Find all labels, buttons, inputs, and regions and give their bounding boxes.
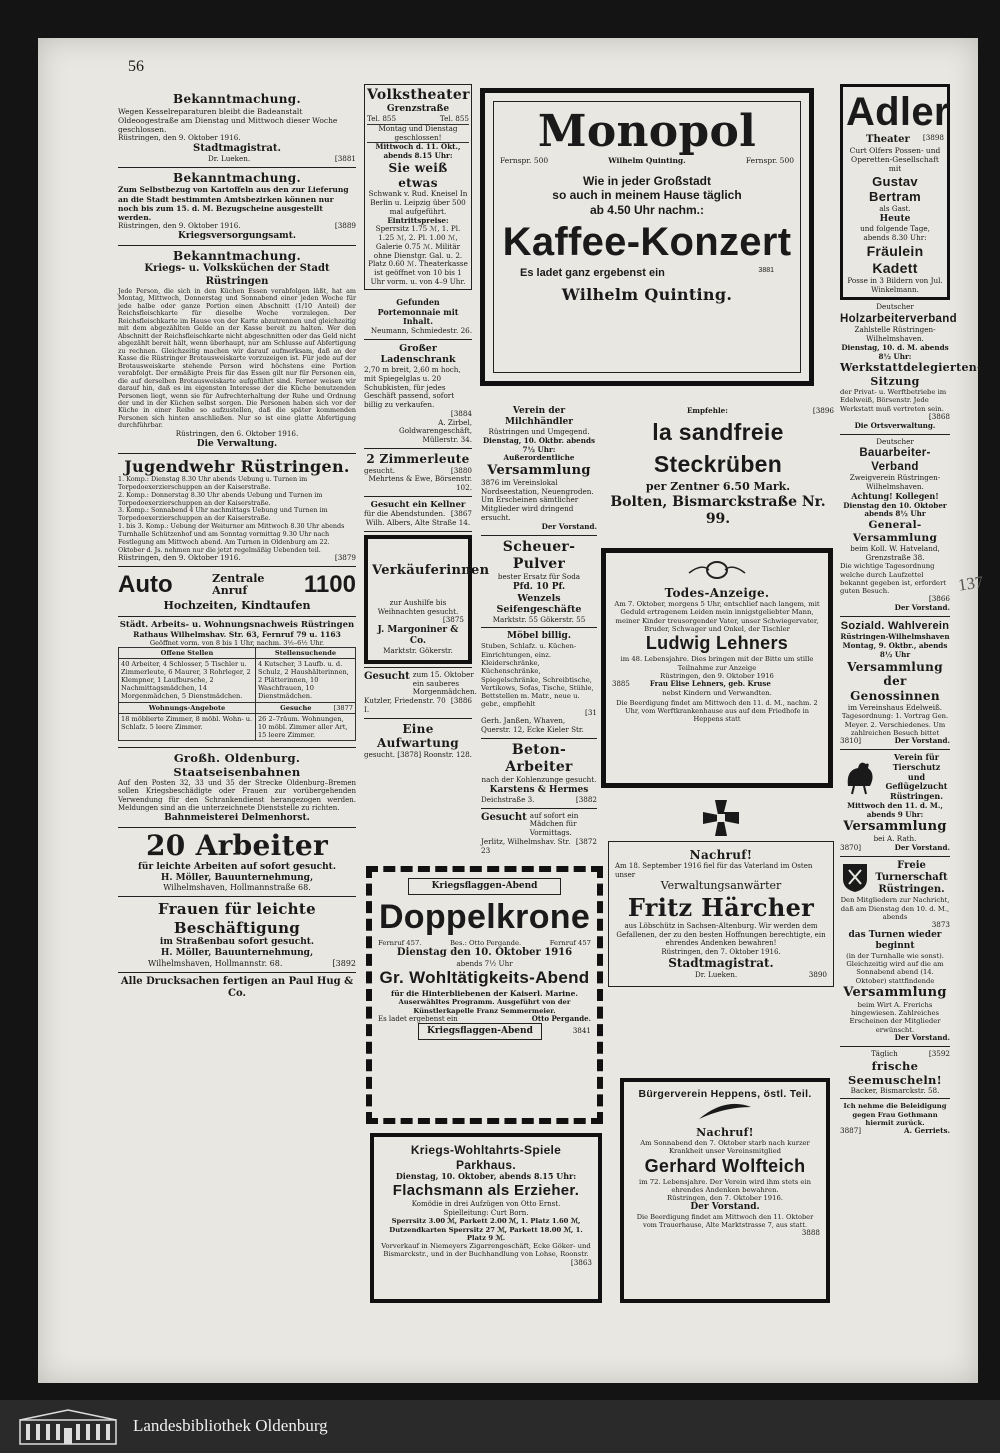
todesanzeige-widow: Frau Elise Lehners, geb. Kruse [649,679,771,689]
monopol-signature: Wilhelm Quinting. [561,284,733,304]
ad-number: 3873 [931,920,950,930]
nachruf-date: Rüstringen, den 7. Oktober 1916. [661,947,781,956]
notice-signature: Stadtmagistrat. [193,142,281,154]
monopol-line: so auch in meinem Hause täglich [552,188,742,203]
doppelkrone-invite: Es ladet ergebenst ein [378,1014,458,1023]
adler-text: Curt Olfers Possen- und Operetten-Gesellschaft mit [849,146,941,174]
bauarbeiter-title: Bauarbeiter-Verband [859,447,931,474]
milchhaendler-subtitle: Rüstringen und Umgegend. [488,426,590,436]
arbeitsnachweis-title: Städt. Arbeits- u. Wohnungsnachweis Rüstringen [119,619,355,630]
nachruf-signature: Der Vorstand. [690,1202,760,1213]
nachruf-title: Nachruf! [689,847,753,862]
nachruf-signatory: Dr. Lueken. [695,969,738,979]
nachruf-funeral: Die Beerdigung findet am Mittwoch den 11. Oktober vom Trauerhause, Alte Marktstrasse 7, aus statt. [636,1213,814,1230]
muscheln-when: Täglich [871,1048,898,1058]
tierschutz-when: Mittwoch den 11. d. M., abends 9 Uhr: [847,800,943,819]
column-2 [364,84,490,760]
ad-number: [3880 [450,465,472,475]
divider [840,1098,950,1099]
zimmerleute-title: 2 Zimmerleute [366,452,470,467]
nachruf-date: Rüstringen, den 7. Oktober 1916. [667,1194,783,1203]
divider [840,434,950,435]
ad-number: 3870] [840,843,862,853]
ad-number: [3884 [450,408,472,418]
parkhaus-desc: Komödie in drei Aufzügen von Otto Ernst. [411,1200,561,1209]
wahlverein-agenda: Tagesordnung: 1. Vortrag Gen. Meyer. 2. Verschiedenes. Um zahlreichen Besuch bittet [841,712,949,737]
buergerverein-title: Bürgerverein Heppens, östl. Teil. [638,1088,812,1100]
auto-title: Auto [118,571,173,599]
doppelkrone-program: Auserwähltes Programm. Ausgeführt von der Künstlerkapelle Franz Semmermeier. [398,998,571,1015]
beton-text: nach der Kohlenzunge gesucht. [481,775,597,785]
divider [364,339,472,340]
divider [364,448,472,449]
ad-number: 3887] [840,1126,862,1136]
maedchen-name: Jerlitz, Wilhelmshav. Str. 23 [481,837,571,855]
auto-label-2: Anruf [212,583,248,597]
ad-number: [3592 [928,1048,950,1058]
ad-number: [3867 [450,509,472,519]
arbeiter-address: Wilhelmshaven, Hollmannstraße 68. [163,883,311,893]
divider [840,856,950,857]
auto-subtitle: Hochzeiten, Kindtaufen [163,599,311,613]
jugendwehr-item: 2. Komp.: Donnerstag 8.30 Uhr abends Uebung und Turnen im Torpedoexerzierschuppen an der Kaiserstraße. [118,490,323,507]
todesanzeige-text-2: im 48. Lebensjahre. Dies bringen mit der Bitte um stille Teilnahme zur Anzeige [620,655,814,672]
nachruf-text: Am Sonnabend den 7. Oktober starb nach kurzer Krankheit unser Vereinsmitglied [640,1138,810,1156]
turnerschaft-text-4: beim Wirt A. Frerichs hingewiesen. Zahlreiches Erscheinen der Mitglieder erwünscht. [849,1000,941,1034]
table-header: Stellensuchende [255,648,355,659]
table-cell: 26 2–7räum. Wohnungen, 10 möbl. Zimmer aller Art, 15 leere Zimmer. [255,713,355,740]
parkhaus-play: Flachsmann als Erzieher. [392,1182,580,1199]
wahlverein-location: im Vereinshaus Edelweiß. [847,702,943,712]
bauarbeiter-location: beim Koll. W. Hatveland, Grenzstraße 38. [850,543,940,562]
notice-date: Rüstringen, den 6. Oktober 1916. [175,428,299,438]
doppelkrone-banner: Kriegsflaggen-Abend [418,1023,542,1040]
widerruf-name: A. Gerriets. [903,1126,950,1136]
arbeitsnachweis-table [118,647,356,740]
holzarbeiter-subtitle: Zahlstelle Rüstringen-Wilhelmshaven. [854,325,936,343]
tierschutz-title: Verein für Tierschutz und Geflügelzucht Rüstringen. [885,752,948,802]
tierschutz-event: Versammlung [843,819,947,835]
table-header-label: Gesuche [280,703,312,712]
doppelkrone-banner: Kriegsflaggen-Abend [408,878,561,895]
divider [118,896,356,897]
turnerschaft-title: Freie Turnerschaft Rüstringen. [875,859,948,896]
nachruf-text: Am 18. September 1916 fiel für das Vaterland im Osten unser [615,862,813,879]
bauarbeiter-event: General-Versammlung [852,519,938,544]
notice-date: Rüstringen, den 9. Oktober 1916. [118,553,241,563]
divider [118,616,356,617]
parkhaus-title: Kriegs-Wohltahrts-Spiele Parkhaus. [410,1143,562,1172]
bauarbeiter-attention: Achtung! Kollegen! [851,490,939,501]
monopol-line: Wie in jeder Großstadt [583,173,711,188]
scheuerpulver-shop: Wenzels Seifengeschäfte [496,592,582,616]
steckrueben-ad [602,407,834,528]
table-header: Offene Stellen [119,648,256,659]
auto-label-1: Zentrale [212,571,265,585]
kellner-name: Wilh. Albers, Alte Straße 14. [365,518,471,528]
phone: Tel. 855 [439,114,469,124]
turnerschaft-signature: Der Vorstand. [894,1033,950,1043]
divider [118,167,356,168]
ad-number: [3896 [812,406,834,415]
doppelkrone-event: Gr. Wohltätigkeits-Abend [379,968,590,988]
doppelkrone-signature: Otto Pergande. [531,1013,591,1023]
parkhaus-when: Dienstag, 10. Oktober, abends 8.15 Uhr: [395,1171,577,1182]
divider [364,667,472,668]
todesanzeige-family: nebst Kindern und Verwandten. [662,688,772,697]
verkaeuferinnen-address: Marktstr. Gökerstr. [383,646,453,656]
arbeiter-title: 20 Arbeiter [145,828,329,862]
adler-desc: Posse in 3 Bildern von Jul. Winkelmann. [847,275,943,294]
volkstheater-closed: Montag und Dienstag geschlossen! [367,124,469,144]
ad-number: [3881 [334,154,356,164]
wahlverein-when: Montag, 9. Oktbr., abends 8½ Uhr [842,641,948,659]
divider [481,627,597,628]
nachruf-haercher [608,798,834,987]
wahlverein-event: Versammlung der Genossinnen [847,659,943,704]
aufwartung-title: Eine Aufwartung [376,721,459,751]
column-3 [481,406,597,856]
ad-number: [3879 [334,553,356,563]
volkstheater-play: Sie weiß etwas [388,160,448,190]
notice-date: Rüstringen, den 9. Oktober 1916. [118,220,241,230]
steckrueben-price: per Zentner 6.50 Mark. [645,480,791,494]
milchhaendler-event: Versammlung [487,463,591,479]
ad-number: [3892 [332,958,356,968]
morgenmaedchen-name: Kutzler, Friedenstr. 70 I. [364,696,446,714]
parkhaus-presale: Vorverkauf in Niemeyers Zigarrengeschäft, Ecke Göker- und Bismarckstr., und in der Buchhandlung von Lohse, Roonstr. [381,1242,591,1259]
ad-number: 3888 [801,1228,820,1238]
ad-number: [31 [585,707,597,717]
moebel-name: Gerh. Janßen, Whaven, Querstr. 12, Ecke Kieler Str. [481,716,584,735]
scheuerpulver-price: Pfd. 10 Pf. [512,581,566,592]
volkstheater-prices-header: Eintrittspreise: [387,215,449,225]
holzarbeiter-pre: Deutscher [876,302,914,312]
adler-days: und folgende Tage, abends 8.30 Uhr: [860,224,930,242]
milchhaendler-title: Verein der Milchhändler [505,406,573,427]
library-building-logo [18,1408,118,1446]
verkaeuferinnen-text: zur Aushilfe bis Weihnachten gesucht. [377,597,459,616]
jugendwehr-item: 1. bis 3. Komp.: Uebung der Weiturner am Mittwoch 8.30 Uhr abends Turnhalle Schützenhof und am Sonntag vormittag 9.30 Uhr nach Festlegung am Mittwoch abend. Am Turnen in Oldenburg am 22. Oktober d. Js. nehmen nur die jetzt regelmäßig Uebenden teil. [118,522,345,554]
monopol-invite: Es ladet ganz ergebenst ein [520,267,665,280]
holzarbeiter-title: Holzarbeiterverband [840,313,957,326]
ladenschrank-name: A. Zirbel, Goldwarengeschäft, Müllerstr. 34. [398,417,472,445]
scheuerpulver-address: Marktstr. 55 Gökerstr. 55 [492,614,586,624]
holzarbeiter-when: Dienstag, 10. d. M. abends 8½ Uhr: [841,342,949,361]
eisenbahn-signature: Bahnmeisterei Delmenhorst. [164,812,310,823]
nachruf-text-2: aus Löbschütz in Sachsen-Altenburg. Wir werden dem Gefallenen, der zu den besten Hoffnungen berechtigte, ein ehrendes Andenken bewahren! [616,922,826,948]
ad-number: 3810] [840,736,862,746]
druckerei-ad: Alle Drucksachen fertigen an Paul Hug & Co. [120,975,354,999]
parkhaus-prices: Sperrsitz 3.00 ℳ, Parkett 2.00 ℳ, 1. Platz 1.60 ℳ, Dutzendkarten Sperrsitz 27 ℳ, Parkett 18.00 ℳ, 1. Platz 9 ℳ. [389,1217,583,1242]
milchhaendler-text: 3876 im Vereinslokal Nordseestation, Neuengroden. Um Erscheinen sämtlicher Mitglieder wird dringend ersucht. [481,477,594,523]
ad-number: [3875 [442,615,464,625]
beton-title: Beton-Arbeiter [505,742,573,776]
wahlverein-subtitle: Rüstringen-Wilhelmshaven [840,632,950,642]
jugendwehr-item: 1. Komp.: Dienstag 8.30 Uhr abends Uebung u. Turnen im Torpedoexerzierschuppen an der Kaiserstraße. [118,475,308,492]
kellner-text: für die Abendstunden. [364,509,446,519]
divider [840,1046,950,1047]
todesanzeige [601,548,833,788]
nachruf-text-2: im 72. Lebensjahre. Der Verein wird ihm stets ein ehrendes Andenken bewahren. [639,1177,811,1194]
nachruf-name: Fritz Härcher [627,892,815,922]
adler-ad [840,84,950,300]
todesanzeige-funeral: Die Beerdigung findet am Mittwoch den 11. d. M., nachm. 2 Uhr, vom Werftkrankenhause aus auf dem Friedhofe in Heppens statt [616,698,818,723]
divider [364,718,472,719]
ad-number: [3889 [334,220,356,230]
notice-signature: Die Verwaltung. [196,438,278,449]
wreath-icon [612,559,822,586]
wahlverein-title: Soziald. Wahlverein [840,620,950,633]
column-1 [118,92,356,1000]
monopol-line: ab 4.50 Uhr nachm.: [589,202,705,217]
zimmerleute-text: gesucht. [364,465,395,475]
kellner-title: Gesucht ein Kellner [370,499,466,510]
table-header [255,702,355,713]
ad-number: 3841 [572,1026,591,1036]
jugendwehr-title: Jugendwehr Rüstringen. [124,456,350,476]
adler-guest: als Gast. [879,204,911,214]
divider [118,747,356,748]
notice-title: Bekanntmachung. [173,248,301,263]
adler-star: Gustav Bertram [869,173,921,205]
bauarbeiter-pre: Deutscher [876,436,914,446]
phone: Fernspr. 500 [745,156,794,166]
phone: Fernruf 457. [378,939,422,948]
morgenmaedchen-text: zum 15. Oktober ein sauberes Morgenmädchen. [412,669,477,697]
page-number: 56 [128,58,144,75]
divider [840,749,950,750]
milchhaendler-when: Dienstag, 10. Oktbr. abends 7½ Uhr: [482,435,596,454]
notice-text: Zum Selbstbezug von Kartoffeln aus den zur Lieferung an die Stadt bestimmten Amtsbezirken können nur noch bis zum 15. d. M. Bezugscheine ausgestellt werden. [118,185,349,222]
notice-text: Wegen Kesselreparaturen bleibt die Badeanstalt Oldeoogestraße am Dienstag und Mittwoch dieser Woche geschlossen. [118,106,338,134]
bauarbeiter-signature: Der Vorstand. [894,603,950,613]
divider [481,738,597,739]
doppelkrone-time: abends 7½ Uhr [456,958,513,968]
rooster-icon [840,756,880,799]
handwritten-number: 137 [956,572,985,595]
monopol-title: Monopol [537,106,757,157]
nachruf-name: Gerhard Wolfteich [644,1155,806,1176]
morgenmaedchen-title: Gesucht [364,670,410,682]
steckrueben-title: la sandfreie Steckrüben [652,418,784,477]
ad-number: [3877 [333,703,353,712]
turnerschaft-event: Versammlung [843,985,947,1001]
scheuerpulver-title: Scheuer-Pulver [502,538,576,572]
milchhaendler-signature: Der Vorstand. [541,521,597,531]
divider [118,827,356,828]
maedchen-title: Gesucht [481,811,527,823]
muscheln-title: frische Seemuscheln! [848,1058,942,1087]
beton-name: Karstens & Hermes [489,784,589,795]
monopol-ad [480,88,814,386]
arbeitsnachweis-hours: Geöffnet vorm. von 8 bis 1 Uhr, nachm. 3½–6½ Uhr. [149,639,325,648]
bauarbeiter-text: Die wichtige Tagesordnung welche durch Laufzettel bekannt gegeben ist, erfordert guten Besuch. [840,562,947,596]
notice-date: Rüstringen, den 9. Oktober 1916. [118,133,241,143]
table-cell: 40 Arbeiter, 4 Schlosser, 5 Tischler u. Zimmerleute, 6 Maurer, 3 Rohrleger, 2 Klempner, 1 Laufbursche, 2 Nachmittagsmädchen, 14 Morgenmädchen, 5 Dienstmädchen. [119,659,256,702]
turner-emblem-icon [840,861,870,896]
ad-number: [3886 [450,696,472,706]
notice-signature: Kriegsversorgungsamt. [178,230,296,241]
frauen-name: H. Möller, Bauunternehmung, [160,947,314,958]
maedchen-text: auf sofort ein Mädchen für Vormittags. [529,810,579,838]
adler-today: Heute [879,214,911,225]
turnerschaft-text: Den Mitgliedern zur Nachricht, daß am Dienstag den 10. d. M., abends [840,896,950,921]
doppelkrone-ad [366,866,603,1124]
verkaeuferinnen-ad [364,535,490,664]
divider [118,972,356,973]
todesanzeige-date: Rüstringen, den 9. Oktober 1916 [660,671,774,680]
steckrueben-recommend: Empfehle: [686,406,728,415]
notice-title: Bekanntmachung. [173,92,301,106]
divider [364,496,472,497]
scheuerpulver-subtitle: bester Ersatz für Soda [497,571,581,581]
phone: Fernspr. 500 [500,156,549,166]
doppelkrone-when: Dienstag den 10. Oktober 1916 [396,947,573,959]
aufwartung-text: gesucht. [3878] Roonstr. 128. [364,749,472,759]
volkstheater-prices: Sperrsitz 1.75 ℳ, 1. Pl. 1.25 ℳ, 2. Pl. 1.00 ℳ, Galerie 0.75 ℳ. Militär ohne Dienstgr. Gal. u. 2. Platz 0.60 ℳ. Theaterkasse ist geöffnet von 10 bis 1 Uhr vorm. u. von 4–9 Uhr. [368,224,468,287]
ad-number: 3881 [758,267,774,275]
divider [118,453,356,454]
ad-number: [3882 [575,794,597,804]
tierschutz-location: bei A. Rath. [873,834,917,844]
divider [118,566,356,567]
muscheln-name: Backer, Bismarckstr. 58. [850,1085,940,1095]
volkstheater-desc: Schwank v. Rud. Kneisel In Berlin u. Leipzig über 500 mal aufgeführt. [368,189,468,216]
divider [118,245,356,246]
ad-number: [3866 [928,594,950,604]
monopol-concert: Kaffee-Konzert [502,220,792,265]
ladenschrank-title: Großer Ladenschrank [380,342,456,366]
todesanzeige-title: Todes-Anzeige. [664,585,770,600]
adler-title: Adler [846,90,950,134]
bauarbeiter-when: Dienstag den 10. Oktober abends 8½ Uhr [843,500,947,519]
volkstheater-title: Volkstheater [367,87,470,103]
turnerschaft-text-3: (in der Turnhalle wie sonst). Gleichzeitig wird auf die am Sonnabend abend (14. Oktober) stattfindende [846,951,944,985]
iron-cross-icon [608,798,834,841]
feather-icon [630,1101,820,1126]
arbeiter-name: H. Möller, Bauunternehmung, [160,872,314,883]
table-cell: 4 Kutscher, 3 Laufb. u. d. Schulz, 2 Haushälterinnen, 2 Plätterinnen, 10 Waschfrauen, 10 Dienstmädchen. [255,659,355,702]
doppelkrone-owner: Bes.: Otto Pergande. [449,939,522,948]
phone: Tel. 855 [367,114,397,124]
ad-number: [3898 [922,133,944,142]
volkstheater-ad [364,84,472,290]
frauen-text: im Straßenbau sofort gesucht. [159,936,315,947]
table-cell: 18 möblierte Zimmer, 8 möbl. Wohn- u. Schlafz. 5 leere Zimmer. [119,713,256,740]
notice-title: Bekanntmachung. [173,170,301,185]
library-footer [0,1400,1000,1453]
todesanzeige-name: Ludwig Lehners [645,633,789,654]
tierschutz-signature: Der Vorstand. [894,843,950,853]
nachruf-title: Nachruf! [696,1125,754,1139]
notice-subtitle: Kriegs- u. Volksküchen der Stadt Rüstringen [144,263,330,287]
adler-subtitle: Theater [866,134,910,145]
doppelkrone-title: Doppelkrone [378,897,591,936]
divider [481,535,597,536]
frauen-title: Frauen für leichte Beschäftigung [158,900,316,937]
zimmerleute-name: Mehrtens & Ewe, Börsenstr. 102. [368,474,472,493]
holzarbeiter-signature: Die Ortsverwaltung. [854,420,936,430]
auto-ad [118,570,356,599]
moebel-title: Möbel billig. [507,631,571,642]
arbeitsnachweis-address: Rathaus Wilhelmshav. Str. 63, Fernruf 79 u. 1163 [133,630,341,640]
beton-address: Deichstraße 3. [481,794,535,804]
monopol-owner: Wilhelm Quinting. [608,156,686,166]
divider [840,616,950,617]
verkaeuferinnen-title: Verkäuferinnen [372,562,490,578]
parkhaus-ad [370,1133,602,1303]
ad-number: [3863 [570,1257,592,1267]
parkhaus-director: Spielleitung: Curt Born. [443,1208,529,1217]
volkstheater-subtitle: Grenzstraße [386,104,450,115]
ad-number: [3872 [575,837,597,847]
ad-number: [3868 [928,411,950,421]
holzarbeiter-event: Werkstattdelegierten-Sitzung [840,361,982,388]
moebel-text: Stuben, Schlafz. u. Küchen-Einrichtungen, einz. Kleiderschränke, Küchenschränke, Spiegelschränke, Schreibtische, Vertikows, Sofas, Tische, Stühle, Bettstellen m. Matr., neue u. gebr., empfiehlt [481,642,594,709]
notice-text: Jede Person, die sich in den Küchen Essen verabfolgen läßt, hat am Montag, Mittwoch, Donnerstag und Sonnabend einer jeden Woche für jede halbe oder ganze Portion einen Abschnitt (1/10 Anteil) der Reichsfleischkarte für dieselbe Woche vorzulegen. Der Reichsfleischkarte im Hause von der Karte abzutrennen und gleichzeitig mit dem abgezählten Gelde an der Kasse bereit zu halten. Wer den Abschnitt der Reichsfleischkarte nicht abgeschnitten oder das Geld nicht abgezählt bereit hält, wenn überhaupt, nur am Schlusse auf Abfertigung zu rechnen. Gleichzeitig machen wir darauf aufmerksam, daß an der Kasse die Rüstringer Brotausweiskarte vorzuzeigen ist. Für jede auf der Brotausweiskarte stehende Person wird höchstens eine Portion verabfolgt. Der ermäßigte Preis für das Essen gilt nur für Personen ein, die auf derselben Brotausweiskarte aufgeführt sind. Ferner weisen wir darauf hin, daß es im eigensten Interesse der die Küche benutzenden Personen liegt, wenn sie für Aufrechterhaltung der Ruhe und Ordnung der und in der Küchen selbst sorgen. Die Personen haben sich vor der Küche in einer Reihe so aufzustellen, daß die später kommenden Personen sich hinten anschließen. Nur so ist eine glatte Abfertigung durchführbar. [118,286,356,430]
divider [364,531,472,532]
nachruf-wolfteich [620,1078,830,1303]
volkstheater-when: Mittwoch d. 11. Okt., abends 8.15 Uhr: [375,142,461,161]
widerruf-text: Ich nehme die Beleidigung gegen Frau Gothmann hiermit zurück. [843,1102,947,1127]
wahlverein-signature: Der Vorstand. [894,736,950,746]
library-name: Landesbibliothek Oldenburg [133,1416,328,1435]
nachruf-signature: Stadtmagistrat. [668,956,774,971]
table-header: Wohnungs-Angebote [119,702,256,713]
holzarbeiter-text: der Privat- u. Werftbetriebe im Edelweiß, Börsenstr. Jede Werkstatt muß vertreten sein. [840,388,947,413]
ladenschrank-text: 2,70 m breit, 2,60 m hoch, mit Spiegelglas u. 20 Schubkisten, für jedes Geschäft passend, sofort billig zu verkaufen. [364,364,461,410]
fund-title: Gefunden Portemonnaie mit Inhalt. [377,296,459,327]
todesanzeige-text: Am 7. Oktober, morgens 5 Uhr, entschlief nach langem, mit Geduld ertragenem Leiden mein innigstgeliebter Mann, meiner Kinder treusorgender Vater, unser Schwiegervater, Bruder, Schwager und Onkel, der Tischler [614,600,820,633]
arbeiter-text: für leichte Arbeiten auf sofort gesucht. [138,861,336,872]
phone: Fernruf 457 [549,939,591,948]
milchhaendler-header: Außerordentliche [503,453,575,463]
turnerschaft-text-2: das Turnen wieder beginnt [848,929,942,951]
nachruf-role: Verwaltungsanwärter [660,879,782,893]
eisenbahn-text: Auf den Posten 32, 33 und 35 der Strecke Oldenburg–Bremen sollen Kriegsbeschädigte oder Frauen zur vorübergehenden Verwendung für den Schrankendienst herangezogen werden. Meldungen sind an die unterzeichnete Dienststelle zu richten. [118,778,356,813]
auto-number: 1100 [303,571,356,599]
notice-signatory: Dr. Lueken. [208,154,251,164]
ad-number: 3885 [612,680,630,689]
verkaeuferinnen-name: J. Margoniner & Co. [377,625,459,647]
fund-name: Neumann, Schmiedestr. 26. [370,326,472,336]
frauen-address: Wilhelmshaven, Hollmannstr. 68. [148,958,283,968]
jugendwehr-item: 3. Komp.: Sonnabend 4 Uhr nachmittags Uebung und Turnen im Torpedoexerzierschuppen an der Kaiserstraße. [118,506,328,523]
adler-play: Fräulein Kadett [866,242,924,276]
steckrueben-name: Bolten, Bismarckstraße Nr. 99. [610,493,826,527]
ad-number: 3890 [808,969,827,979]
eisenbahn-title: Großh. Oldenburg. Staatseisenbahnen [173,750,301,779]
doppelkrone-for: für die Hinterbliebenen der Kaiserl. Marine. [391,989,578,999]
divider [481,808,597,809]
bauarbeiter-subtitle: Zweigverein Rüstringen-Wilhelmshaven. [849,473,941,492]
